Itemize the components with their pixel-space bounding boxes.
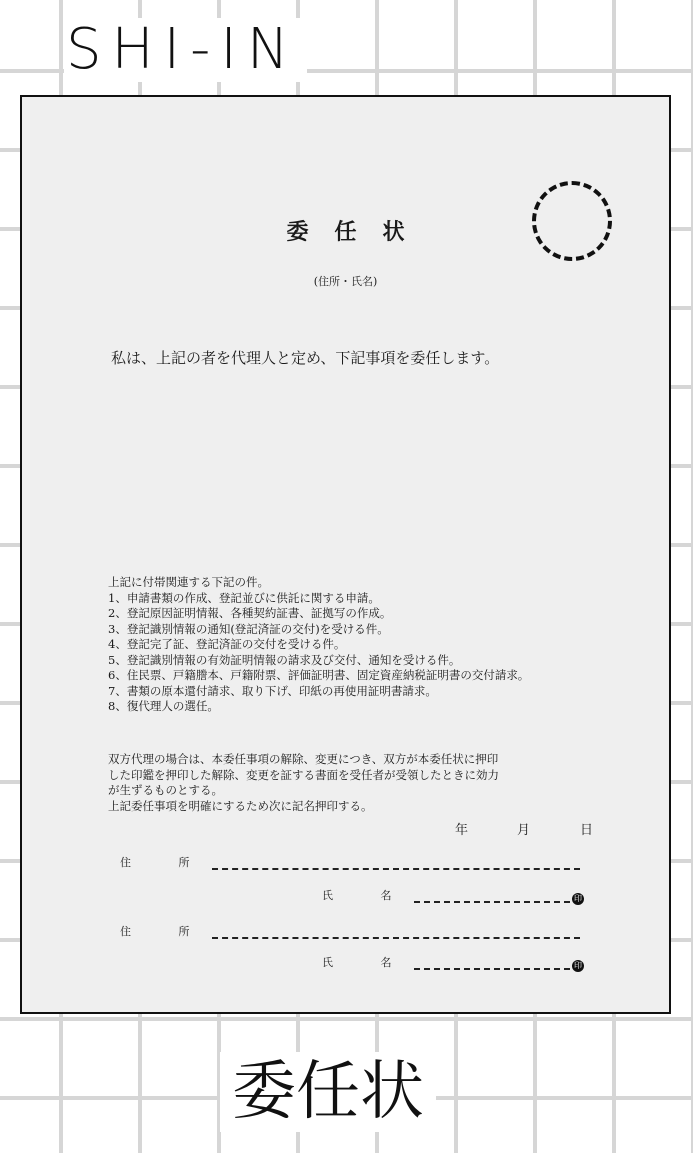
closing-line: が生ずるものとする。 — [108, 783, 223, 797]
address-line — [212, 937, 581, 939]
address-field-1[interactable] — [120, 850, 580, 872]
list-item: 2、登記原因証明情報、各種契約証書、証拠写の作成。 — [108, 606, 392, 620]
closing-clause — [108, 752, 604, 814]
address-line — [212, 868, 581, 870]
seal-mark-icon: 印 — [574, 961, 582, 970]
date-month-label: 月 — [517, 823, 531, 838]
name-line — [414, 901, 571, 903]
list-item: 4、登記完了証、登記済証の交付を受ける件。 — [108, 637, 346, 651]
closing-line: した印鑑を押印した解除、変更を証する書面を受任者が受領したときに効力 — [108, 767, 499, 782]
list-item: 1、申請書類の作成、登記並びに供託に関する申請。 — [108, 590, 380, 605]
list-item: 3、登記識別情報の通知(登記済証の交付)を受ける件。 — [108, 621, 389, 636]
power-of-attorney-document — [20, 95, 671, 1014]
seal-mark-icon: 印 — [574, 894, 582, 903]
name-label: 氏 名 — [322, 889, 414, 902]
list-item: 8、復代理人の選任。 — [108, 699, 219, 713]
address-name-label: (住所・氏名) — [313, 275, 378, 288]
address-field-2[interactable] — [120, 919, 580, 941]
name-line — [414, 968, 571, 970]
list-item: 7、書類の原本還付請求、取り下げ、印紙の再使用証明書請求。 — [108, 683, 437, 698]
date-day-label: 日 — [580, 823, 594, 838]
name-field-2[interactable] — [322, 950, 584, 972]
document-title: 委任状 — [286, 219, 431, 245]
list-item: 5、登記識別情報の有効証明情報の請求及び交付、通知を受ける件。 — [108, 652, 461, 667]
address-label: 住 所 — [120, 856, 212, 869]
delegated-items-list — [108, 575, 529, 715]
delegation-statement: 私は、上記の者を代理人と定め、下記事項を委任します。 — [111, 349, 500, 367]
closing-line: 双方代理の場合は、本委任事項の解除、変更につき、双方が本委任状に押印 — [108, 752, 499, 766]
date-year-label: 年 — [455, 823, 469, 838]
brand-logo-text: SHI-IN — [64, 18, 307, 82]
list-item: 6、住民票、戸籍謄本、戸籍附票、評価証明書、固定資産納税証明書の交付請求。 — [108, 668, 530, 682]
closing-line: 上記委任事項を明確にするため次に記名押印する。 — [108, 798, 373, 813]
footer-title: 委任状 — [220, 1052, 436, 1132]
address-label: 住 所 — [120, 925, 212, 938]
list-item: 上記に付帯関連する下記の件。 — [108, 575, 269, 589]
name-field-1[interactable] — [322, 883, 584, 905]
name-label: 氏 名 — [322, 956, 414, 969]
